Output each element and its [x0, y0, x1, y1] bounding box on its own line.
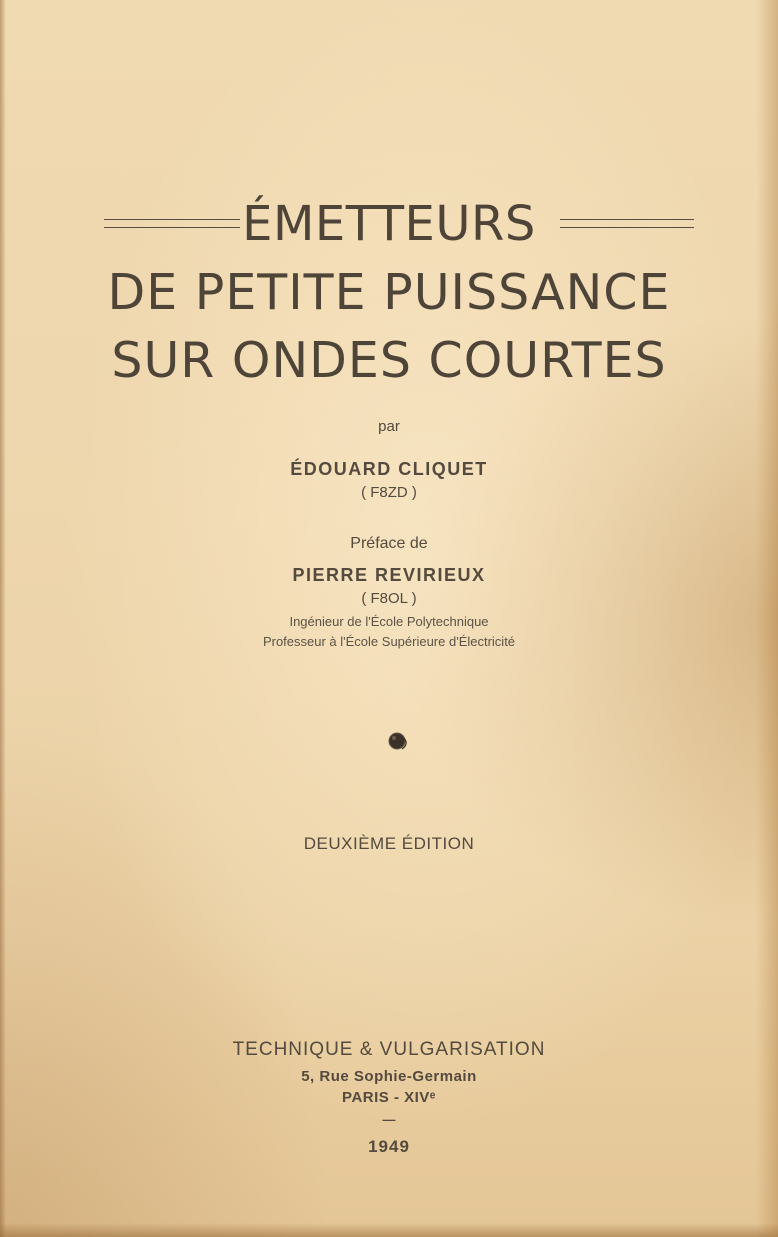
preface-title-2: Professeur à l'École Supérieure d'Électricité — [262, 634, 516, 649]
edition: DEUXIÈME ÉDITION — [303, 834, 475, 853]
preface-title-1: Ingénieur de l'École Polytechnique — [289, 614, 489, 629]
publisher-city: PARIS - XIVᵉ — [342, 1089, 436, 1106]
publisher-dash: — — [382, 1112, 396, 1127]
publisher-name: TECHNIQUE & VULGARISATION — [232, 1039, 546, 1060]
author-callsign: ( F8ZD ) — [361, 484, 417, 501]
preface-callsign: ( F8OL ) — [361, 590, 417, 607]
publisher-address: 5, Rue Sophie-Germain — [301, 1068, 477, 1085]
title-line-3: SUR ONDES COURTES — [111, 332, 667, 389]
ornament-icon — [384, 730, 414, 754]
title-line-1: ÉMETTEURS — [242, 196, 536, 252]
author-by: par — [378, 418, 400, 435]
author-name: ÉDOUARD CLIQUET — [290, 459, 488, 479]
preface-name: PIERRE REVIRIEUX — [292, 565, 486, 585]
page-edge-shadow-bottom — [0, 1223, 778, 1237]
publication-year: 1949 — [368, 1137, 410, 1156]
preface-label: Préface de — [350, 535, 428, 552]
title-line-2: DE PETITE PUISSANCE — [107, 264, 671, 321]
